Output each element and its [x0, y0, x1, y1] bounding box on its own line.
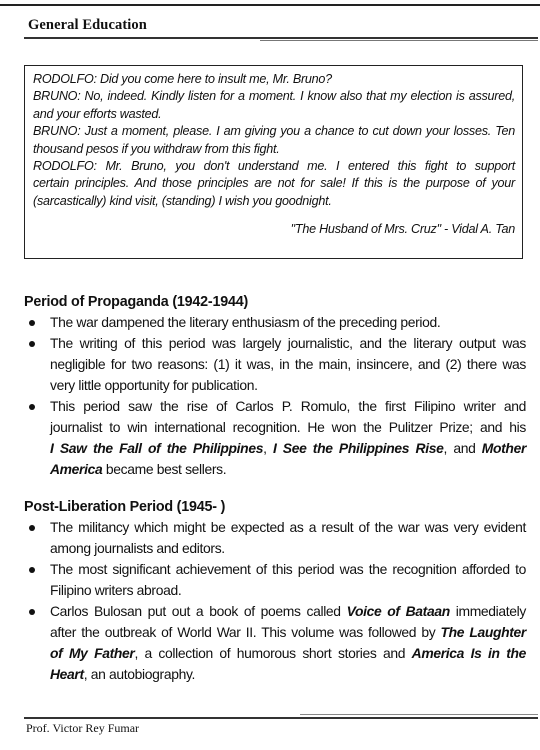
- text-run: Carlos Bulosan put out a book of poems called: [50, 603, 347, 619]
- footer-rule: [24, 717, 538, 719]
- bullet-line: The militancy which might be expected as a result of the war was very evident: [50, 519, 526, 535]
- quote-attribution: "The Husband of Mrs. Cruz" - Vidal A. Tan: [290, 222, 515, 236]
- list-item: [24, 559, 526, 601]
- bullet-line: [50, 622, 526, 643]
- text-run: ,: [263, 440, 273, 456]
- bullet-line: very little opportunity for publication.: [50, 377, 258, 393]
- text-run: , and: [443, 440, 482, 456]
- list-item: [24, 333, 526, 396]
- section-title-post-liberation: Post-Liberation Period (1945- ): [24, 499, 226, 515]
- quote-line: BRUNO: Just a moment, please. I am giving you a chance to cut down your losses. Ten: [33, 124, 515, 139]
- bullet-line: The war dampened the literary enthusiasm of the preceding period.: [50, 314, 441, 330]
- page-header-title: General Education: [28, 17, 147, 33]
- bullet-line: The most significant achievement of this period was the recognition afforded to: [50, 561, 526, 577]
- book-title: Heart: [50, 666, 84, 682]
- book-title: The Laughter: [440, 624, 526, 640]
- bullet-line: [50, 601, 526, 622]
- post-liberation-bullet-list: [24, 517, 526, 685]
- bullet-icon: [29, 609, 35, 615]
- text-run: immediately: [449, 603, 527, 619]
- text-run: after the outbreak of World War II. This volume was followed by: [50, 624, 441, 640]
- quote-line: and your efforts wasted.: [33, 106, 162, 121]
- list-item: [24, 601, 526, 685]
- quote-line: (sarcastically) kind visit, (standing) I wish you goodnight.: [33, 193, 332, 208]
- section-title-propaganda: Period of Propaganda (1942-1944): [24, 294, 249, 310]
- bullet-line: [50, 643, 526, 664]
- list-item: [24, 396, 526, 480]
- header-rule-secondary: [260, 40, 538, 41]
- quote-line: RODOLFO: Did you come here to insult me, Mr. Bruno?: [33, 72, 332, 86]
- book-title: America: [50, 461, 103, 477]
- quote-box: [24, 65, 523, 259]
- bullet-line: among journalists and editors.: [50, 540, 225, 556]
- bullet-icon: [29, 404, 35, 410]
- list-item: [24, 312, 526, 333]
- bullet-line: This period saw the rise of Carlos P. Romulo, the first Filipino writer and: [50, 398, 526, 414]
- top-rule: [0, 4, 540, 6]
- quote-line: BRUNO: No, indeed. Kindly listen for a moment. I know also that my election is assured,: [33, 89, 515, 104]
- quote-line: RODOLFO: Mr. Bruno, you don't understand me. I entered this fight to support: [33, 159, 515, 174]
- book-title: I See the Philippines Rise: [272, 440, 444, 456]
- propaganda-bullet-list: [24, 312, 526, 480]
- bullet-icon: [29, 525, 35, 531]
- list-item: [24, 517, 526, 559]
- book-title: America Is in the: [411, 645, 526, 661]
- footer-author: Prof. Victor Rey Fumar: [26, 721, 140, 735]
- header-rule: [24, 37, 538, 39]
- footer-rule-secondary: [300, 714, 538, 715]
- text-run: , a collection of humorous short stories and: [134, 645, 412, 661]
- quote-line: certain principles. And those principles are not for sale! If this is the purpose of your: [33, 176, 515, 191]
- quote-line: thousand pesos if you withdraw from this fight.: [33, 141, 280, 156]
- bullet-icon: [29, 341, 35, 347]
- bullet-line: negligible for two reasons: (1) it was, in the main, insincere, and (2) there was: [50, 356, 526, 372]
- bullet-line: [50, 438, 526, 459]
- bullet-line: Filipino writers abroad.: [50, 582, 182, 598]
- bullet-line: journalist to win international recognition. He won the Pulitzer Prize; and his: [50, 419, 526, 435]
- text-run: became best sellers.: [102, 461, 227, 477]
- text-run: , an autobiography.: [83, 666, 196, 682]
- book-title: Voice of Bataan: [346, 603, 450, 619]
- book-title: Mother: [481, 440, 526, 456]
- book-title: I Saw the Fall of the Philippines: [50, 440, 264, 456]
- bullet-line: [50, 459, 526, 480]
- book-title: of My Father: [50, 645, 135, 661]
- bullet-icon: [29, 567, 35, 573]
- bullet-line: The writing of this period was largely journalistic, and the literary output was: [50, 335, 526, 351]
- bullet-icon: [29, 320, 35, 326]
- bullet-line: [50, 664, 526, 685]
